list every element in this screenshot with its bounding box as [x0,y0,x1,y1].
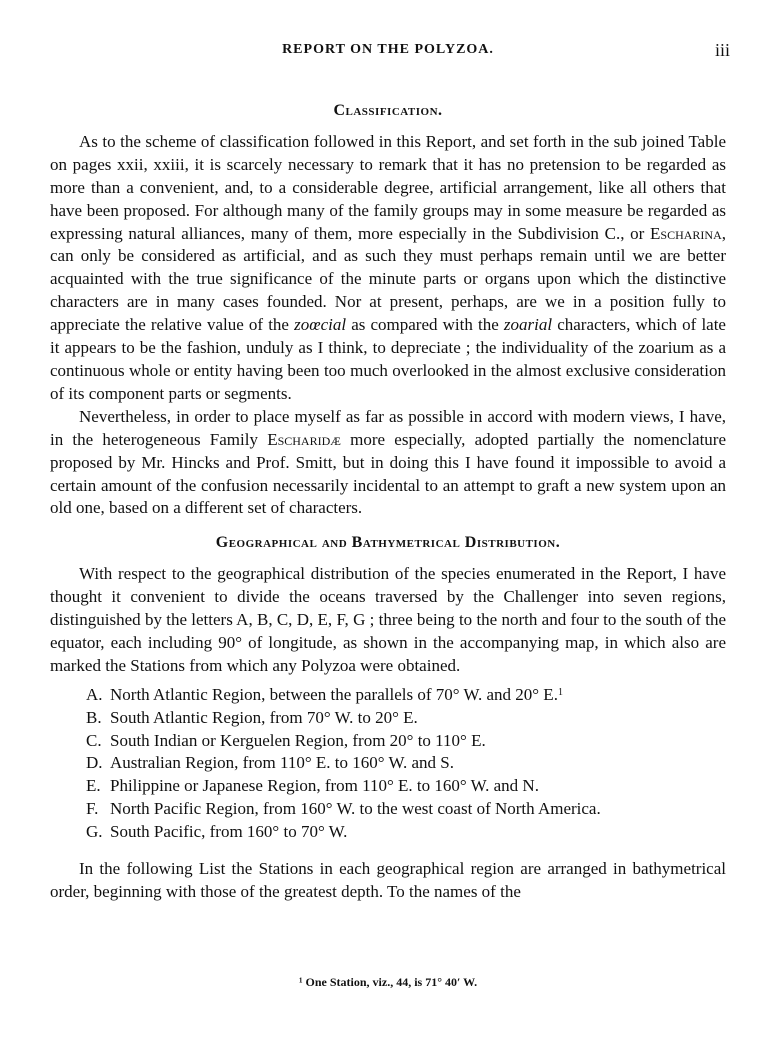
taxon-escharina: Escharina [650,223,722,243]
region-text: North Pacific Region, from 160° W. to the west coast of North America. [110,799,601,819]
region-item [86,821,726,844]
distribution-paragraph-2: In the following List the Stations in each geographical region are arranged in bathymetrical order, beginning with those of the greatest depth. To the names of the [50,859,726,901]
running-head [0,42,776,64]
region-item [86,684,726,707]
distribution-paragraph-1: With respect to the geographical distribution of the species enumerated in the Report, I have thought it convenient to divide the oceans traversed by the Challenger into seven regions, distinguished by the letters A, B, C, D, E, F, G ; three being to the north and four to the south of the equator, each including 90° of longitude, as shown in the accompanying map, in which also are marked the Stations from which any Polyzoa were obtained. [50,564,726,675]
region-text: Australian Region, from 110° E. to 160° W. and S. [110,753,454,773]
text-run: more especially, adopted partially the nomenclature proposed by Mr. Hincks and Prof. Smitt, but in doing this I have found it impossible to avoid a certain amount of the confusion necessarily incidental to an attempt to graft a new system upon an old one, based on a different set of characters. [50,429,726,518]
region-letter: G. [86,822,103,842]
term-zooecial: zoœcial [294,315,347,335]
region-item [86,707,726,730]
page-number: iii [714,40,730,60]
text-run: Nevertheless, in order to place myself as far as possible in accord with modern views, I have, in the heterogeneous Family [50,406,726,449]
region-letter: F. [86,799,99,819]
region-text: South Indian or Kerguelen Region, from 20° to 110° E. [110,730,486,750]
region-text: South Atlantic Region, from 70° W. to 20° E. [110,707,418,727]
text-run: As to the scheme of classification followed in this Report, and set forth in the sub joined Table on pages xxii, xxiii, it is scarcely necessary to remark that it has no pretension to be regarded as more than a convenient, and, to a considerable degree, artificial arrangement, like all others that have been proposed. For although many of the family groups may in some measure be regarded as expressing natural alliances, many of them, more especially in the Subdivision C., or [50,131,726,243]
term-zoarial: zoarial [503,315,553,335]
classification-heading: Classification. [333,102,443,119]
region-letter: E. [86,776,101,796]
region-item [86,775,726,798]
footnote-marker: 1 [557,686,563,698]
region-letter: D. [86,753,103,773]
region-letter: B. [86,707,102,727]
region-text: North Atlantic Region, between the parallels of 70° W. and 20° E. [110,684,558,704]
body-text [50,100,726,904]
classification-paragraph-1 [50,131,726,406]
section-gap [50,520,726,532]
region-letter: A. [86,684,103,704]
region-item [86,798,726,821]
running-title: REPORT ON THE POLYZOA. [282,42,494,57]
region-list [50,684,726,844]
taxon-escharidae: Escharidæ [267,429,341,449]
region-item [86,752,726,775]
distribution-heading: Geographical and Bathymetrical Distribution. [215,534,561,552]
classification-paragraph-2 [50,406,726,521]
text-run: as compared with the [346,315,504,335]
text-run: characters, which of late it appears to be the fashion, unduly as I think, to depreciate ; the individuality of the zoarium as a continuous whole or entity having been too much overlooked in the almost exclusive consideration of its component parts or segments. [50,315,726,403]
region-letter: C. [86,730,102,750]
region-text: Philippine or Japanese Region, from 110° E. to 160° W. and N. [110,776,539,796]
region-text: South Pacific, from 160° to 70° W. [110,822,348,842]
text-run: , can only be considered as artificial, and as such they must perhaps remain until we are better acquainted with the true significance of the minute parts or organs upon which the distinctive characters are in many cases founded. Nor at present, perhaps, are we in a position fully to appreciate the relative value of the [50,223,726,335]
footnote: ¹ One Station, viz., 44, is 71° 40′ W. [298,975,478,989]
region-item [86,730,726,753]
